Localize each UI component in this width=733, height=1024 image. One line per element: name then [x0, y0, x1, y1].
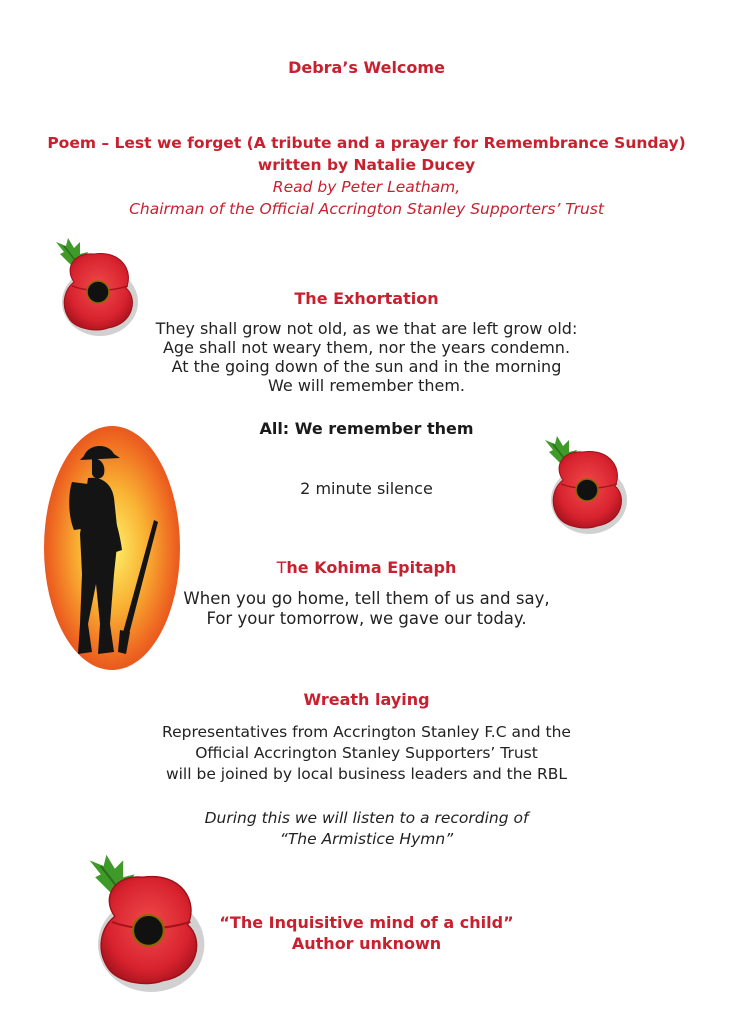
welcome-heading [0, 58, 733, 77]
closing-title: “The Inquisitive mind of a child” [219, 913, 514, 932]
poem-block [0, 132, 733, 220]
exhortation-line: At the going down of the sun and in the morning [171, 357, 562, 376]
poem-title: Poem – Lest we forget (A tribute and a prayer for Remembrance Sunday) [47, 134, 686, 152]
wreath-note [0, 808, 733, 850]
exhortation-line: We will remember them. [268, 376, 465, 395]
exhortation-line: Age shall not weary them, nor the years condemn. [162, 338, 571, 357]
kohima-heading [0, 558, 733, 577]
wreath-note-line: “The Armistice Hymn” [279, 830, 454, 848]
closing-block [0, 912, 733, 954]
welcome-title: Debra’s Welcome [288, 58, 445, 77]
wreath-heading [0, 690, 733, 709]
kohima-text [0, 589, 733, 629]
kohima-title-initial: T [276, 558, 287, 577]
poem-reader: Read by Peter Leatham, [272, 178, 461, 196]
exhortation-title: The Exhortation [294, 289, 439, 308]
wreath-text [0, 722, 733, 785]
soldier-silhouette-icon [42, 424, 182, 672]
wreath-line: Representatives from Accrington Stanley F.C and the [162, 723, 571, 741]
exhortation-line: They shall grow not old, as we that are left grow old: [155, 319, 578, 338]
poem-author: written by Natalie Ducey [257, 156, 476, 174]
wreath-note-line: During this we will listen to a recording of [204, 809, 529, 827]
exhortation-text [0, 319, 733, 395]
wreath-line: will be joined by local business leaders and the RBL [165, 765, 568, 783]
response-text: All: We remember them [259, 419, 474, 438]
closing-author: Author unknown [291, 934, 442, 953]
kohima-title: he Kohima Epitaph [286, 558, 457, 577]
kohima-line: When you go home, tell them of us and say, [183, 589, 550, 608]
wreath-line: Official Accrington Stanley Supporters’ Trust [195, 744, 538, 762]
silence [0, 479, 733, 498]
silence-text: 2 minute silence [300, 479, 433, 498]
kohima-line: For your tomorrow, we gave our today. [206, 609, 527, 628]
exhortation-heading [0, 289, 733, 308]
wreath-title: Wreath laying [303, 690, 430, 709]
poem-reader-role: Chairman of the Official Accrington Stanley Supporters’ Trust [129, 200, 604, 218]
